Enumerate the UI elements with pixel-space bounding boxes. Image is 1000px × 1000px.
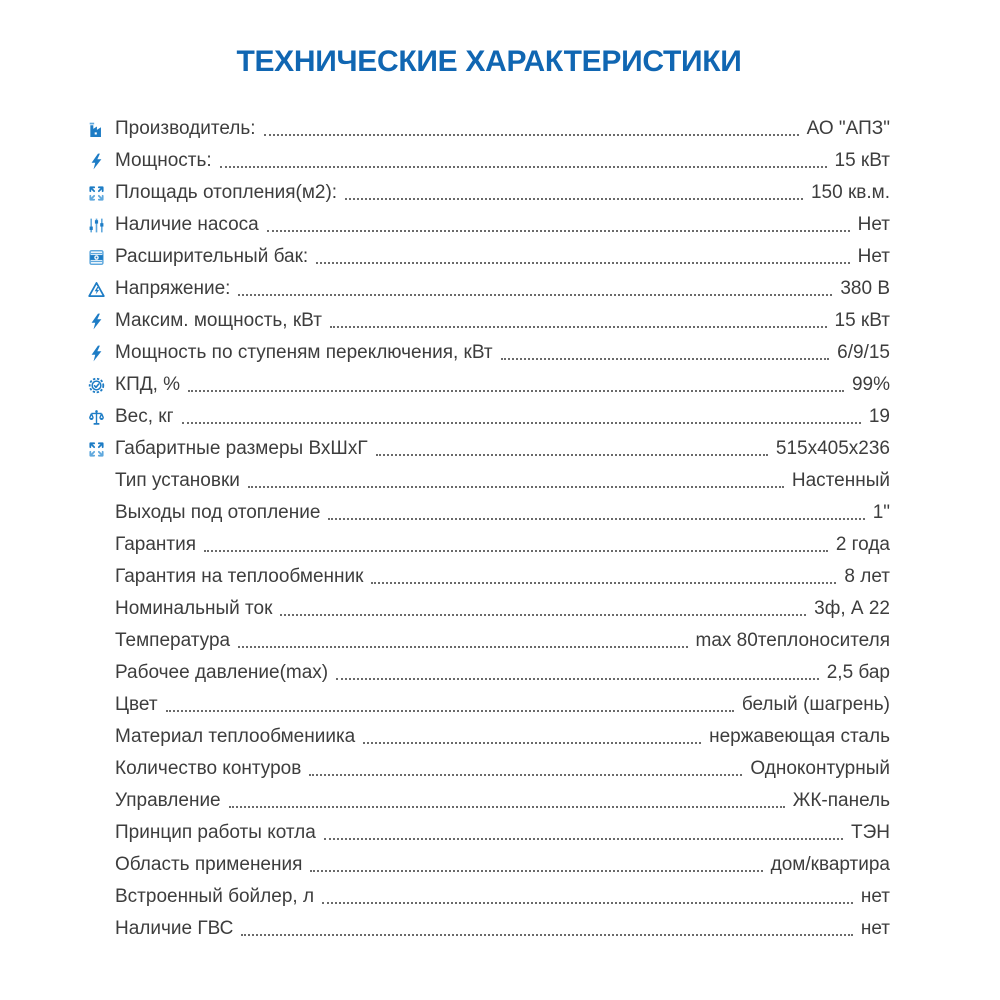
spec-value: 2,5 бар: [826, 662, 890, 683]
bolt-icon: [88, 153, 105, 170]
spec-label: Количество контуров: [115, 758, 302, 779]
spec-value: 99%: [851, 374, 890, 395]
spec-label: Управление: [115, 790, 221, 811]
spec-label: Материал теплообмениика: [115, 726, 356, 747]
expand-icon: [88, 185, 105, 202]
dotted-leader: [238, 294, 832, 296]
spec-value: нет: [860, 886, 890, 907]
spec-value: 2 года: [835, 534, 890, 555]
spec-row: [88, 561, 890, 593]
spec-row: [88, 785, 890, 817]
dotted-leader: [166, 710, 734, 712]
dotted-leader: [316, 262, 849, 264]
dotted-leader: [220, 166, 827, 168]
page-title: ТЕХНИЧЕСКИЕ ХАРАКТЕРИСТИКИ: [236, 45, 742, 78]
spec-label: Принцип работы котла: [115, 822, 316, 843]
dotted-leader: [324, 838, 843, 840]
spec-row: [88, 401, 890, 433]
dotted-leader: [328, 518, 864, 520]
spec-row: [88, 369, 890, 401]
spec-value: ЖК-панель: [792, 790, 890, 811]
spec-row: [88, 337, 890, 369]
spec-row: [88, 465, 890, 497]
spec-row: [88, 721, 890, 753]
spec-label: Рабочее давление(max): [115, 662, 329, 683]
spec-label: Номинальный ток: [115, 598, 273, 619]
spec-row: [88, 625, 890, 657]
spec-label: Производитель:: [115, 118, 256, 139]
spec-value: дом/квартира: [770, 854, 890, 875]
dotted-leader: [182, 422, 861, 424]
spec-value: АО "АПЗ": [806, 118, 890, 139]
bolt-icon: [88, 313, 105, 330]
spec-row: [88, 209, 890, 241]
dotted-leader: [310, 870, 762, 872]
spec-value: 1": [872, 502, 890, 523]
spec-label: Вес, кг: [115, 406, 174, 427]
spec-label: Выходы под отопление: [115, 502, 321, 523]
voltage-icon: [88, 281, 105, 298]
spec-label: Цвет: [115, 694, 158, 715]
dotted-leader: [376, 454, 768, 456]
spec-label: Наличие насоса: [115, 214, 259, 235]
spec-label: Напряжение:: [115, 278, 231, 299]
spec-value: 19: [868, 406, 890, 427]
spec-row: [88, 529, 890, 561]
dotted-leader: [363, 742, 701, 744]
spec-row: [88, 497, 890, 529]
dotted-leader: [345, 198, 803, 200]
efficiency-icon: [88, 377, 105, 394]
spec-row: [88, 817, 890, 849]
spec-label: Область применения: [115, 854, 303, 875]
spec-table: [88, 113, 890, 945]
spec-label: Максим. мощность, кВт: [115, 310, 322, 331]
spec-label: Мощность:: [115, 150, 212, 171]
spec-row: [88, 881, 890, 913]
dotted-leader: [248, 486, 784, 488]
dotted-leader: [188, 390, 844, 392]
tank-icon: [88, 249, 105, 266]
spec-label: Температура: [115, 630, 231, 651]
spec-row: [88, 433, 890, 465]
spec-row: [88, 849, 890, 881]
expand-icon: [88, 441, 105, 458]
spec-row: [88, 753, 890, 785]
spec-row: [88, 145, 890, 177]
dotted-leader: [322, 902, 853, 904]
dotted-leader: [229, 806, 785, 808]
spec-value: 8 лет: [844, 566, 890, 587]
spec-row: [88, 241, 890, 273]
spec-row: [88, 305, 890, 337]
spec-label: Площадь отопления(м2):: [115, 182, 338, 203]
dotted-leader: [238, 646, 687, 648]
spec-label: КПД, %: [115, 374, 181, 395]
dotted-leader: [204, 550, 828, 552]
spec-row: [88, 593, 890, 625]
spec-value: 3ф, А 22: [814, 598, 890, 619]
dotted-leader: [267, 230, 850, 232]
spec-value: 150 кв.м.: [810, 182, 890, 203]
bolt-icon: [88, 345, 105, 362]
spec-value: 15 кВт: [834, 310, 890, 331]
spec-row: [88, 913, 890, 945]
spec-value: Нет: [857, 246, 890, 267]
dotted-leader: [336, 678, 819, 680]
spec-value: ТЭН: [851, 822, 890, 843]
spec-value: белый (шагрень): [741, 694, 890, 715]
spec-row: [88, 657, 890, 689]
spec-label: Встроенный бойлер, л: [115, 886, 315, 907]
spec-label: Гарантия на теплообменник: [115, 566, 364, 587]
spec-value: 515x405x236: [775, 438, 890, 459]
spec-value: Нет: [857, 214, 890, 235]
dotted-leader: [264, 134, 799, 136]
spec-value: max 80теплоносителя: [695, 630, 890, 651]
spec-label: Габаритные размеры ВхШхГ: [115, 438, 368, 459]
spec-label: Мощность по ступеням переключения, кВт: [115, 342, 493, 363]
spec-value: нержавеющая сталь: [709, 726, 890, 747]
spec-row: [88, 273, 890, 305]
spec-label: Расширительный бак:: [115, 246, 309, 267]
dotted-leader: [330, 326, 827, 328]
sliders-icon: [88, 217, 105, 234]
spec-label: Наличие ГВС: [115, 918, 234, 939]
spec-value: Настенный: [791, 470, 890, 491]
spec-row: [88, 689, 890, 721]
spec-value: 380 В: [840, 278, 890, 299]
factory-icon: [88, 121, 105, 138]
dotted-leader: [241, 934, 852, 936]
spec-value: 6/9/15: [837, 342, 890, 363]
weight-icon: [88, 409, 105, 426]
spec-row: [88, 177, 890, 209]
spec-label: Тип установки: [115, 470, 240, 491]
spec-value: нет: [860, 918, 890, 939]
dotted-leader: [501, 358, 830, 360]
spec-label: Гарантия: [115, 534, 197, 555]
dotted-leader: [309, 774, 742, 776]
dotted-leader: [280, 614, 806, 616]
spec-value: Одноконтурный: [750, 758, 890, 779]
spec-row: [88, 113, 890, 145]
spec-value: 15 кВт: [834, 150, 890, 171]
dotted-leader: [371, 582, 836, 584]
